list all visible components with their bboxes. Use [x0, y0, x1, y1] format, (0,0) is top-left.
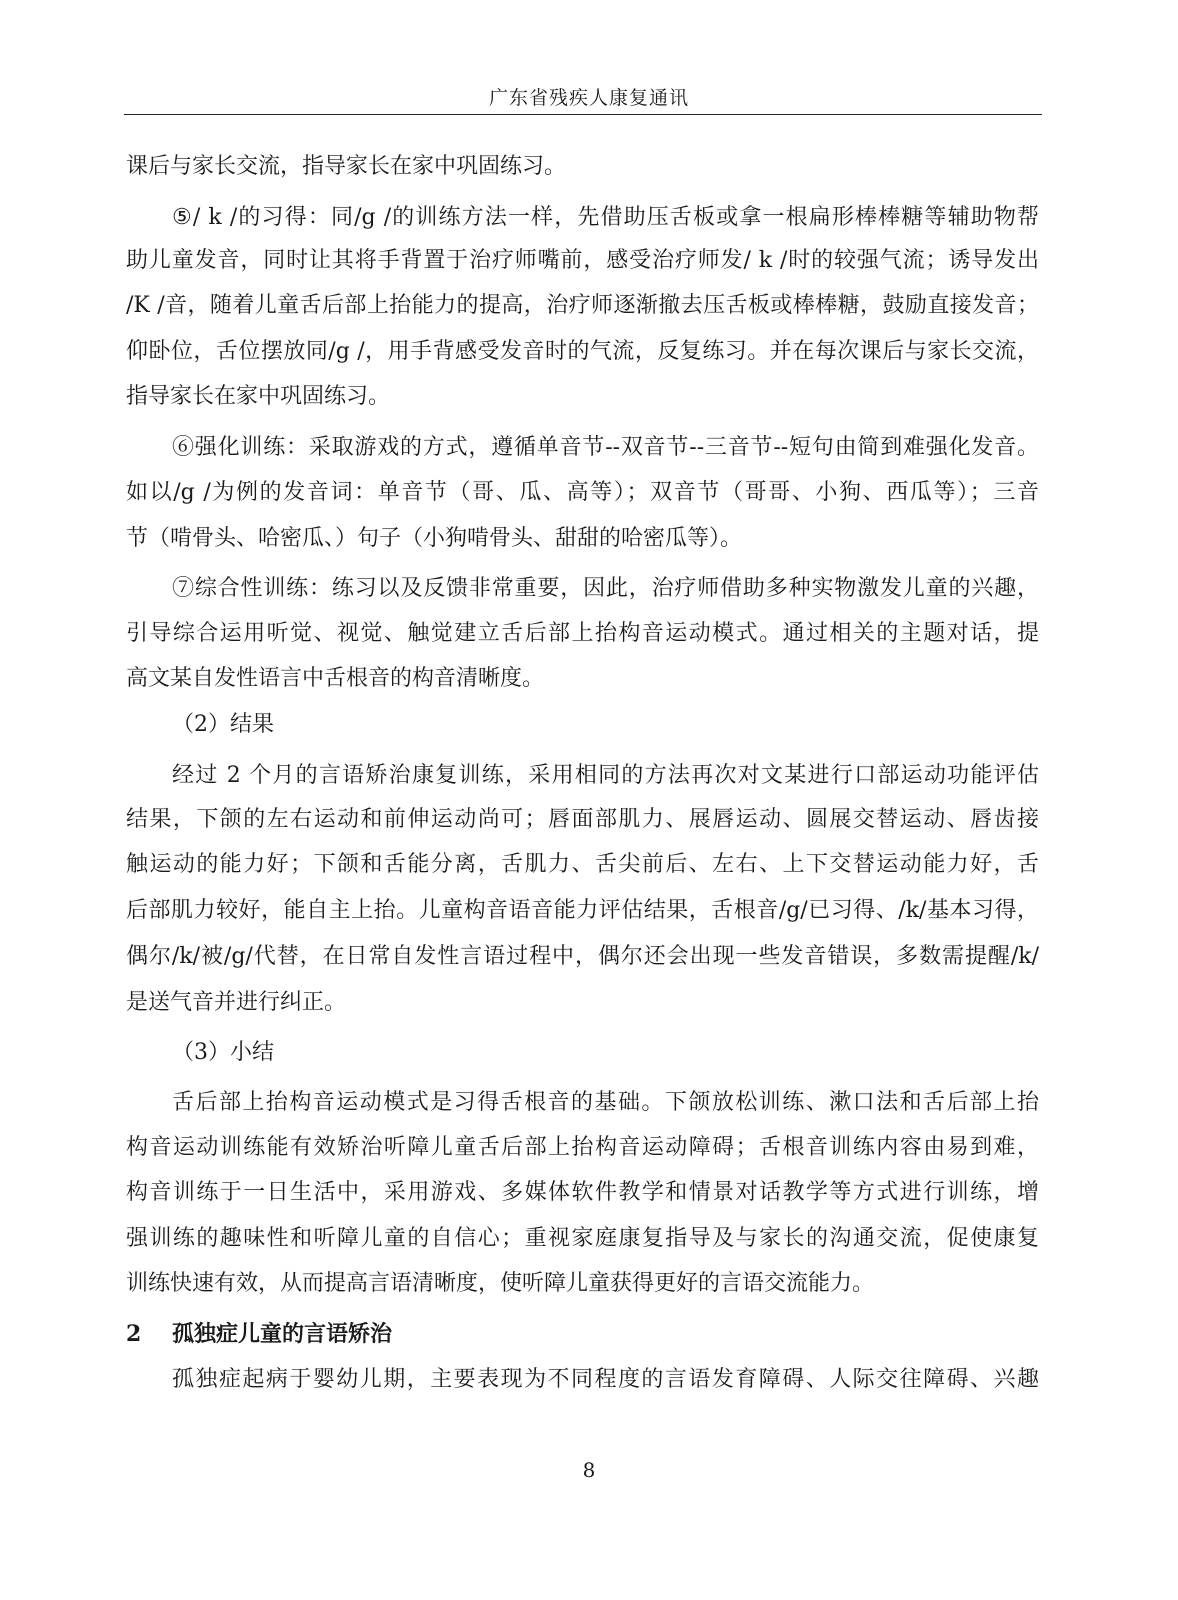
- text-line: 是送气音并进行纠正。: [126, 990, 347, 1015]
- text-line: 触运动的能力好；下颌和舌能分离，舌肌力、舌尖前后、左右、上下交替运动能力好，舌: [126, 852, 1039, 877]
- text-line: 指导家长在家中巩固练习。: [126, 384, 391, 409]
- text-line: 训练快速有效，从而提高言语清晰度，使听障儿童获得更好的言语交流能力。: [126, 1271, 875, 1296]
- section-number: 2: [126, 1321, 142, 1347]
- section-title: 孤独症儿童的言语矫治: [172, 1321, 393, 1347]
- subsection-heading: （2）结果: [172, 712, 274, 737]
- text-line: 高文某自发性语言中舌根音的构音清晰度。: [126, 666, 545, 691]
- text-line: 节（啃骨头、哈密瓜、）句子（小狗啃骨头、甜甜的哈密瓜等）。: [126, 526, 743, 551]
- text-line: ⑦综合性训练：练习以及反馈非常重要，因此，治疗师借助多种实物激发儿童的兴趣，: [172, 576, 1039, 601]
- text-line: 如以/g /为例的发音词：单音节（哥、瓜、高等）；双音节（哥哥、小狗、西瓜等）；三音: [126, 480, 1039, 505]
- text-line: 结果，下颌的左右运动和前伸运动尚可；唇面部肌力、展唇运动、圆展交替运动、唇齿接: [126, 807, 1039, 832]
- text-line: 引导综合运用听觉、视觉、触觉建立舌后部上抬构音运动模式。通过相关的主题对话，提: [126, 621, 1039, 646]
- text-line: 偶尔/k/被/g/代替，在日常自发性言语过程中，偶尔还会出现一些发音错误，多数需提醒/k/: [126, 944, 1039, 969]
- text-line: 构音运动训练能有效矫治听障儿童舌后部上抬构音运动障碍；舌根音训练内容由易到难，: [126, 1135, 1039, 1160]
- text-line: 课后与家长交流，指导家长在家中巩固练习。: [126, 154, 567, 179]
- journal-title: 广东省残疾人康复通讯: [488, 87, 689, 109]
- text-line: 后部肌力较好，能自主上抬。儿童构音语音能力评估结果，舌根音/g/已习得、/k/基本习得，: [126, 898, 1039, 923]
- text-line: /K /音，随着儿童舌后部上抬能力的提高，治疗师逐渐撤去压舌板或棒棒糖，鼓励直接发音；: [126, 293, 1039, 318]
- text-line: ⑤/ k /的习得：同/g /的训练方法一样，先借助压舌板或拿一根扁形棒棒糖等辅助物帮: [172, 205, 1039, 230]
- page-number: 8: [582, 1458, 596, 1482]
- text-line: 经过 2 个月的言语矫治康复训练，采用相同的方法再次对文某进行口部运动功能评估: [172, 763, 1039, 788]
- text-line: ⑥强化训练：采取游戏的方式，遵循单音节--双音节--三音节--短句由简到难强化发音。: [172, 435, 1039, 460]
- text-line: 构音训练于一日生活中，采用游戏、多媒体软件教学和情景对话教学等方式进行训练，增: [126, 1180, 1039, 1205]
- text-line: 仰卧位，舌位摆放同/g /，用手背感受发音时的气流，反复练习。并在每次课后与家长交流，: [126, 339, 1039, 364]
- text-line: 舌后部上抬构音运动模式是习得舌根音的基础。下颌放松训练、漱口法和舌后部上抬: [172, 1090, 1039, 1115]
- subsection-heading: （3）小结: [172, 1040, 274, 1065]
- text-line: 强训练的趣味性和听障儿童的自信心；重视家庭康复指导及与家长的沟通交流，促使康复: [126, 1226, 1039, 1251]
- section-heading: [126, 1319, 392, 1349]
- text-line: 孤独症起病于婴幼儿期，主要表现为不同程度的言语发育障碍、人际交往障碍、兴趣: [172, 1367, 1039, 1392]
- text-line: 助儿童发音，同时让其将手背置于治疗师嘴前，感受治疗师发/ k /时的较强气流；诱导发出: [126, 248, 1039, 273]
- header-divider: [124, 114, 1042, 115]
